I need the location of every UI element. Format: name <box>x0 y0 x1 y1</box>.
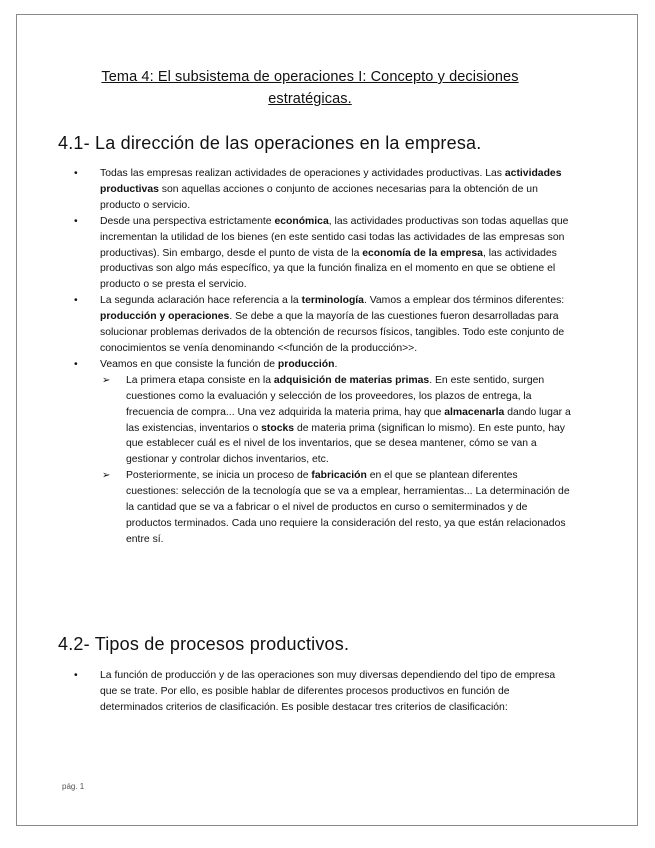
section-heading-4-2: 4.2- Tipos de procesos productivos. <box>58 634 350 654</box>
section-4-1-list <box>74 166 572 548</box>
sub-list-item: ➢ La primera etapa consiste en la adquisición de materias primas. En este sentido, surgen cuestiones como la evaluación y selección de los proveedores, los plazos de entrega, la frecuencia de compra... Una vez adquirida la materia prima, hay que almacenarla dando lugar a las existencias, inventarios o stocks de materia prima (significan lo mismo). En este punto, hay que establecer cuál es el nivel de los inventarios, que se desea mantener, cómo se van a gestionar y controlar dichos inventarios, etc. <box>100 373 572 468</box>
section-4-2-list <box>74 668 572 716</box>
sub-list-item: ➢ Posteriormente, se inicia un proceso de fabricación en el que se plantean diferentes cuestiones: selección de la tecnología que se va a emplear, herramientas... La determinación de la cantidad que se va a fabricar o el nivel de productos en curso o semiterminados y de productos terminados. Cada uno requiere la consideración del resto, ya que están relacionados entre sí. <box>100 468 572 548</box>
document-title: Tema 4: El subsistema de operaciones I: Concepto y decisiones estratégicas. <box>101 69 519 107</box>
list-item: • Veamos en que consiste la función de producción. ➢ La primera etapa consiste en la adquisición de materias primas. En este sentido, surgen cuestiones como la evaluación y selección de los proveedores, los plazos de entrega, la frecuencia de compra... Una vez adquirida la materia prima, hay que almacenarla dando lugar a las existencias, inventarios o stocks de materia prima (significan lo mismo). En este punto, hay que establecer cuál es el nivel de los inventarios, que se desea mantener, cómo se van a gestionar y controlar dichos inventarios, etc. ➢ Posteriormente, se inicia un proceso de fabricación en el que se plantean diferentes cuestiones: selección de la tecnología que se va a emplear, herramientas... La determinación de la cantidad que se va a fabricar o el nivel de productos en curso o semiterminados y de productos terminados. Cada uno requiere la consideración del resto, ya que están relacionados entre sí. <box>74 357 572 548</box>
page-number: pág. 1 <box>62 782 85 791</box>
list-item: • Desde una perspectiva estrictamente económica, las actividades productivas son todas aquellas que incrementan la utilidad de los bienes (en este sentido casi todas las actividades de las empresas son productivas). Sin embargo, desde el punto de vista de la economía de la empresa, las actividades productivas son algo más específico, ya que la función finaliza en el momento en que se obtiene el producto o se presta el servicio. <box>74 214 572 294</box>
list-item: • Todas las empresas realizan actividades de operaciones y actividades productivas. Las actividades productivas son aquellas acciones o conjunto de acciones necesarias para la obtención de un producto o servicio. <box>74 166 572 214</box>
section-heading-4-1: 4.1- La dirección de las operaciones en la empresa. <box>58 133 482 153</box>
list-item: • La función de producción y de las operaciones son muy diversas dependiendo del tipo de empresa que se trate. Por ello, es posible hablar de diferentes procesos productivos en función de determinados criterios de clasificación. Es posible destacar tres criterios de clasificación: <box>74 668 572 716</box>
list-item: • La segunda aclaración hace referencia a la terminología. Vamos a emplear dos términos diferentes: producción y operaciones. Se debe a que la mayoría de las cuestiones fueron desarrolladas para solucionar problemas derivados de la obtención de recursos físicos, tangibles. Todo este conjunto de conocimientos se venía denominando <<función de la producción>>. <box>74 293 572 357</box>
production-sublist <box>100 373 572 548</box>
